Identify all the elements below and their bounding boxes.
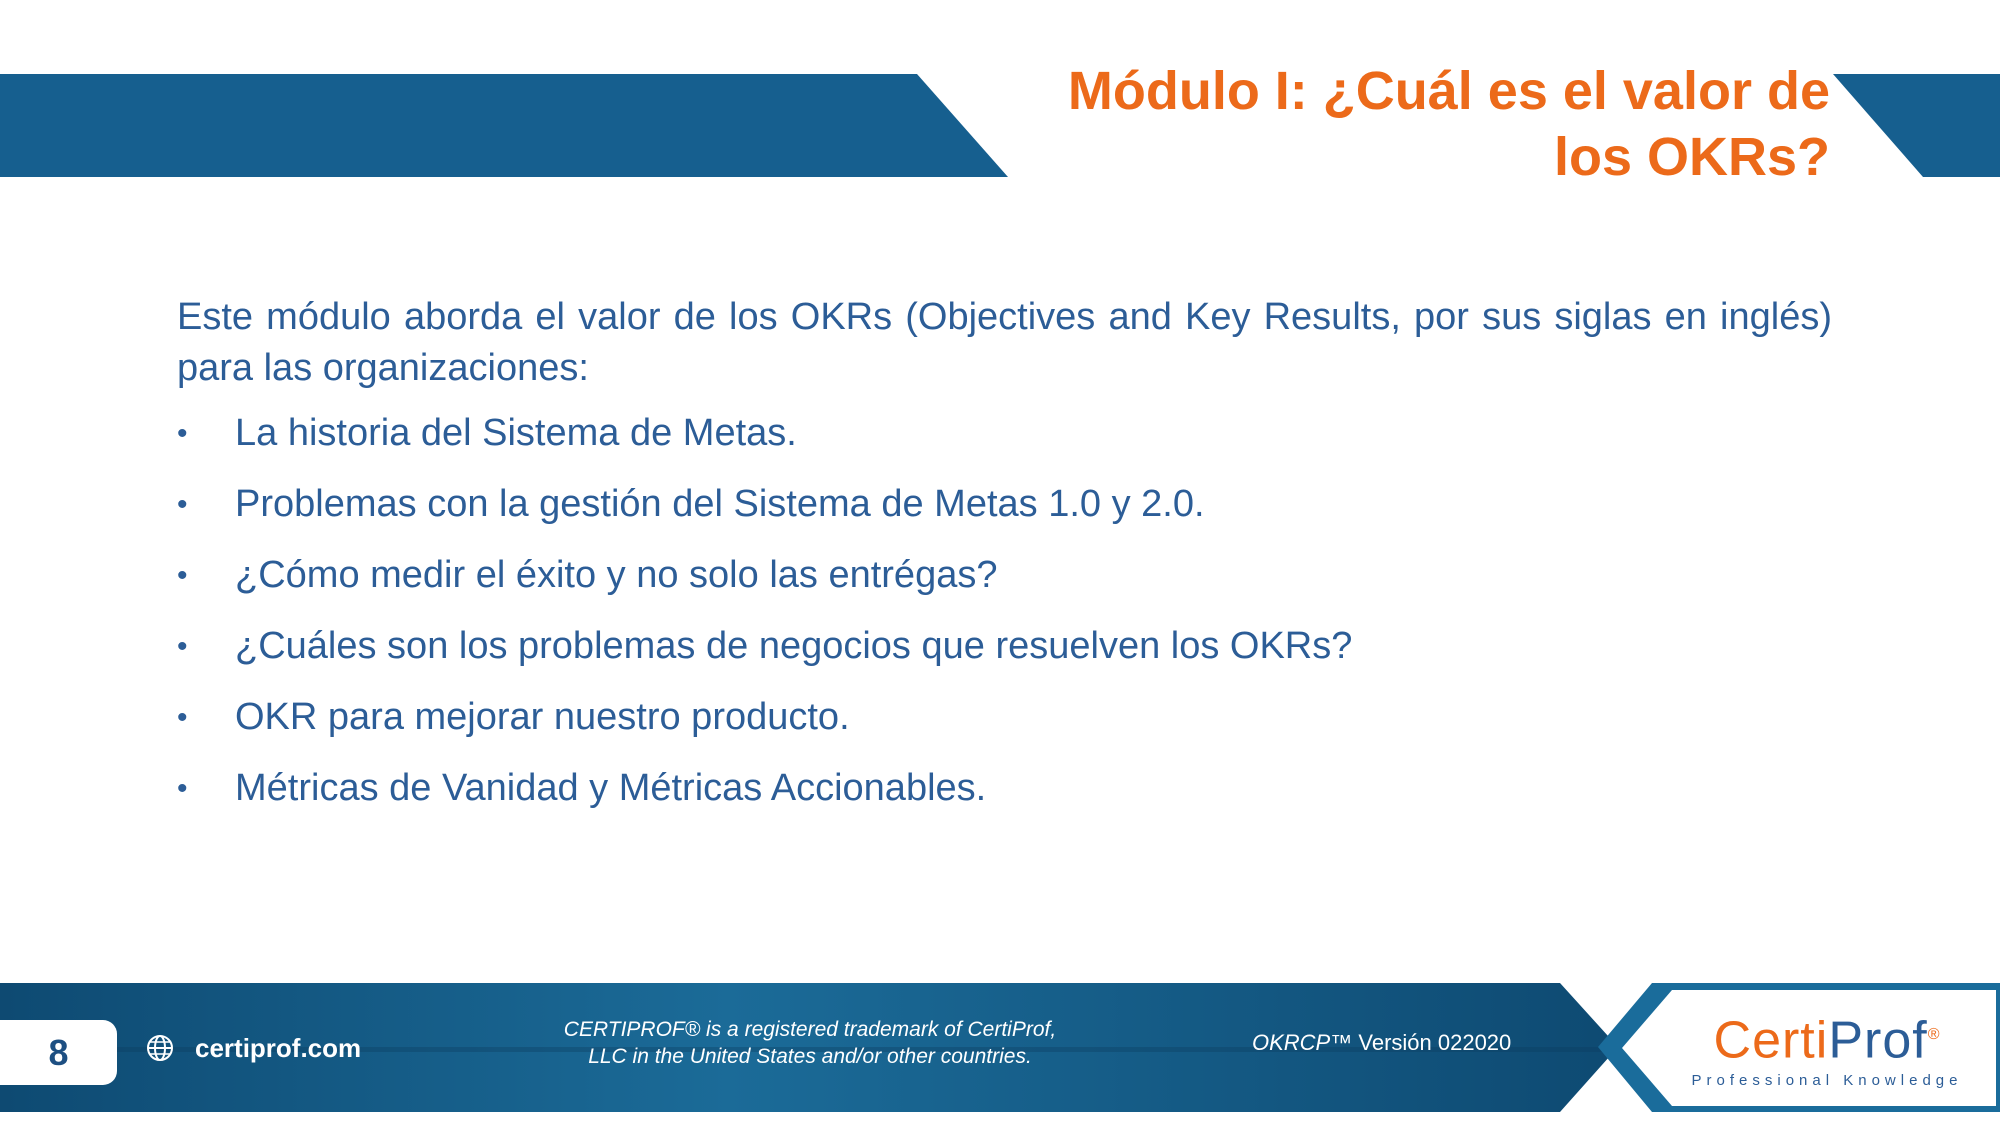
website-text: certiprof.com xyxy=(195,1032,362,1063)
topic-text: Métricas de Vanidad y Métricas Accionables. xyxy=(235,767,987,809)
globe-icon xyxy=(145,1033,175,1063)
header-band-left xyxy=(0,74,1008,177)
topic-list-item xyxy=(177,479,1832,530)
topic-list-item xyxy=(177,621,1832,672)
bullet-icon: • xyxy=(177,772,188,805)
logo-certi: Certi xyxy=(1713,1011,1829,1070)
version-mark: OKRCP™ xyxy=(1252,1030,1353,1055)
bullet-icon: • xyxy=(177,701,188,734)
topic-list-item xyxy=(177,763,1832,814)
bullet-icon: • xyxy=(177,559,188,592)
topic-list-item xyxy=(177,692,1832,743)
topic-text: La historia del Sistema de Metas. xyxy=(235,412,797,454)
topic-list-item xyxy=(177,408,1832,459)
topic-list xyxy=(177,408,1832,814)
page-number: 8 xyxy=(48,1031,69,1073)
bullet-icon: • xyxy=(177,488,188,521)
bullet-icon: • xyxy=(177,417,188,450)
slide-title-line-1: Módulo I: ¿Cuál es el valor de xyxy=(1067,61,1830,121)
topic-text: ¿Cómo medir el éxito y no solo las entrégas? xyxy=(235,554,998,596)
website-link[interactable] xyxy=(145,1028,361,1068)
slide-title-line-2: los OKRs? xyxy=(1553,127,1830,187)
logo-prof: Prof xyxy=(1828,1011,1928,1070)
topic-text: ¿Cuáles son los problemas de negocios que resuelven los OKRs? xyxy=(235,625,1353,667)
intro-paragraph: Este módulo aborda el valor de los OKRs (Objectives and Key Results, por sus siglas en inglés) para las organizaciones: xyxy=(177,296,1832,389)
trademark-notice xyxy=(510,1016,1110,1070)
version-text: Versión 022020 xyxy=(1358,1030,1512,1055)
certiprof-logo xyxy=(1672,1005,1982,1100)
bullet-icon: • xyxy=(177,630,188,663)
version-label xyxy=(1252,1030,1511,1056)
slide-title xyxy=(930,58,1830,190)
topic-text: OKR para mejorar nuestro producto. xyxy=(235,696,850,738)
page-number-box xyxy=(0,1020,117,1085)
trademark-line-2: LLC in the United States and/or other countries. xyxy=(588,1045,1032,1068)
topic-list-item xyxy=(177,550,1832,601)
logo-wordmark xyxy=(1672,1005,1982,1070)
topic-text: Problemas con la gestión del Sistema de Metas 1.0 y 2.0. xyxy=(235,483,1205,525)
header-band-right xyxy=(1833,74,2000,177)
logo-registered: ® xyxy=(1927,1026,1941,1043)
slide-content xyxy=(177,292,1832,834)
logo-tagline: Professional Knowledge xyxy=(1691,1072,1963,1090)
trademark-line-1: CERTIPROF® is a registered trademark of CertiProf, xyxy=(563,1018,1057,1041)
